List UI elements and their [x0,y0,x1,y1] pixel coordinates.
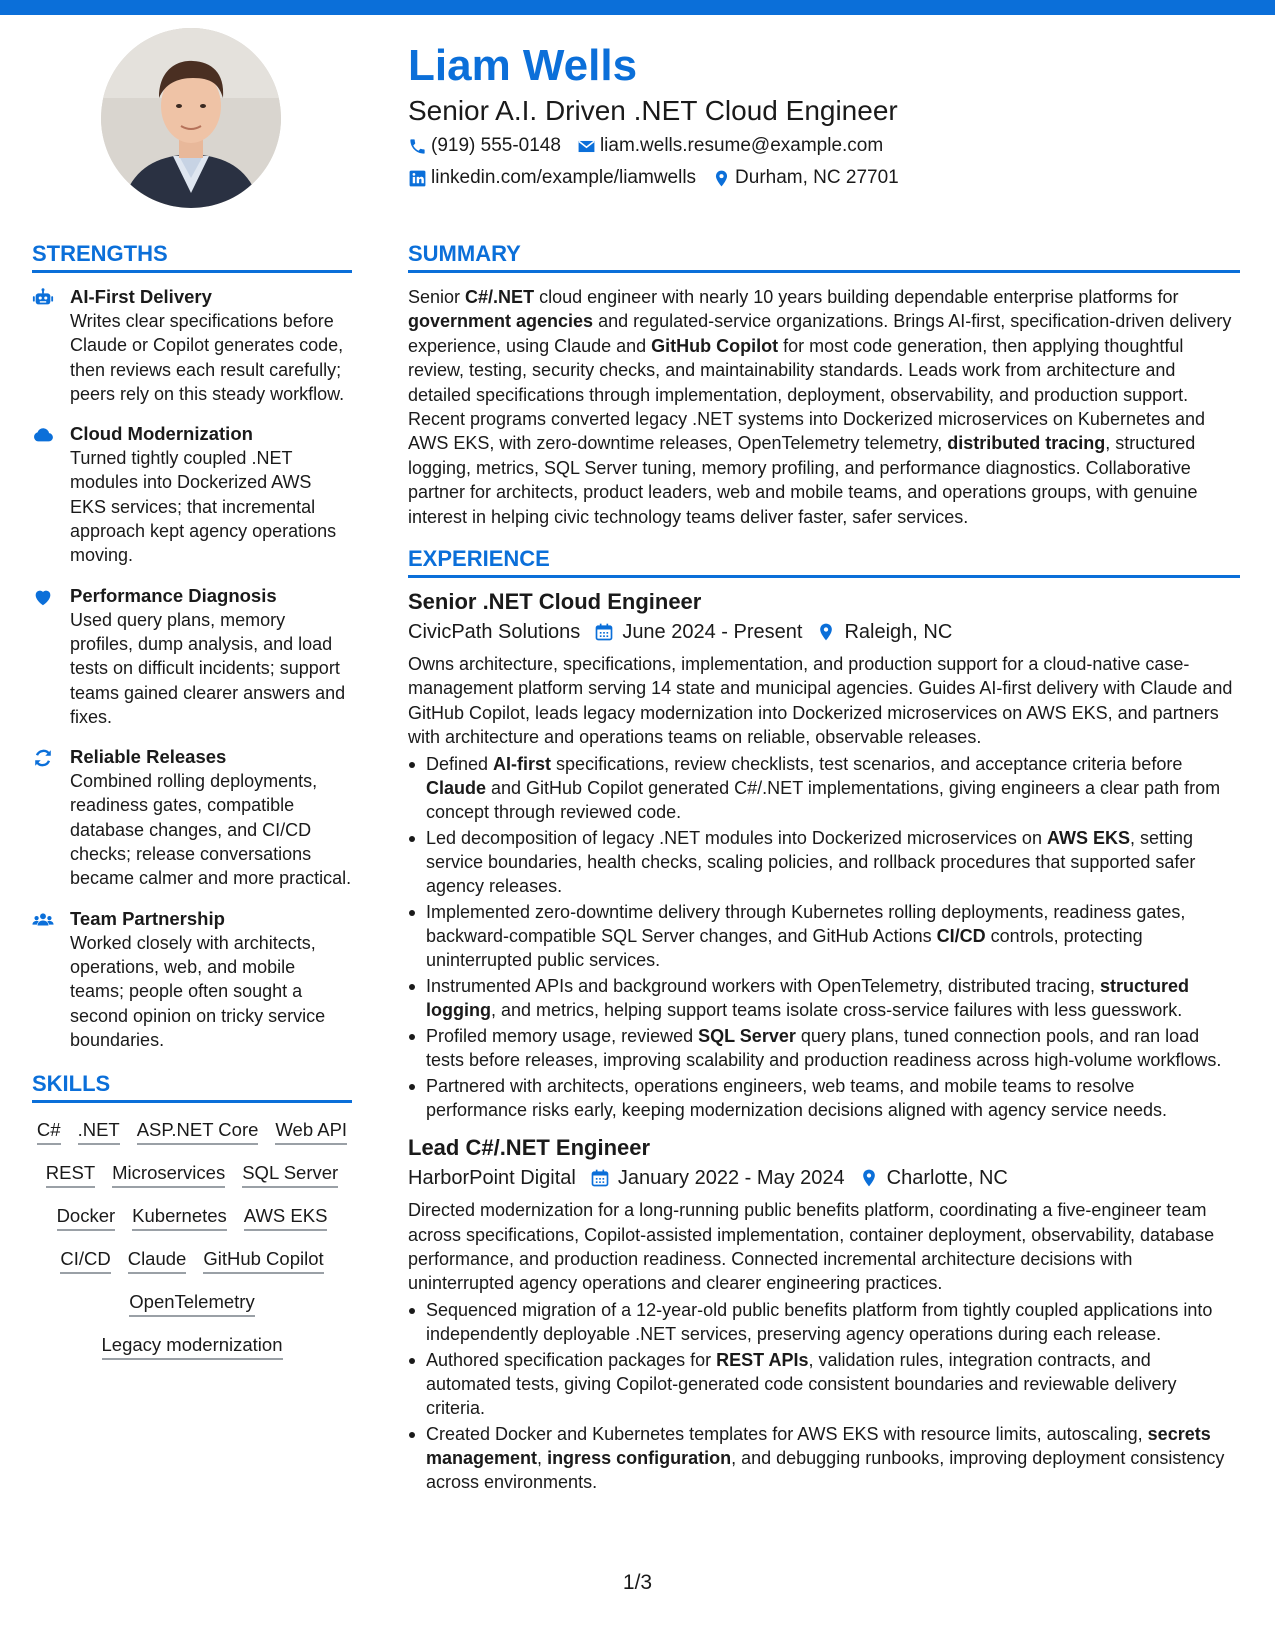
job-entry [408,588,1240,1122]
skills-list [32,1115,352,1360]
job-bullet [408,974,1240,1022]
contact-row-2 [408,166,915,190]
phone-icon [408,137,427,156]
job-bullet [408,1074,1240,1122]
text-run: , validation rules, integration contracts, and automated tests, giving Copilot-generated code consistent boundaries and reviewable delivery criteria. [426,1349,1177,1419]
sync-icon [32,747,54,769]
bold-text: REST APIs [716,1349,809,1370]
page-number: 1/3 [622,1571,653,1594]
text-run: , and debugging runbooks, improving deployment consistency across environments. [426,1448,1225,1493]
profile-photo [101,28,281,208]
job-dates-text: June 2024 - Present [622,621,803,644]
job-bullet [408,1298,1240,1346]
job-description: Directed modernization for a long-running public benefits platform, coordinating a five-engineer team across specifications, Copilot-assisted implementation, container deployment, observability, database performance, and production readiness. Connected incremental architecture decisions with uninterrupted agency operations and clearer engineering practices. [408,1200,1215,1294]
top-accent-bar [0,0,1275,15]
job-meta [408,618,1240,646]
skill-tag: Microservices [112,1160,225,1188]
text-run: Senior [408,287,466,307]
skills-heading: SKILLS [32,1070,352,1103]
skill-tag: ASP.NET Core [137,1117,259,1145]
text-run: Profiled memory usage, reviewed [426,1025,699,1046]
candidate-title: Senior A.I. Driven .NET Cloud Engineer [408,95,898,126]
summary-heading: SUMMARY [408,240,1240,273]
skill-tag: Web API [275,1117,347,1145]
strengths-heading: STRENGTHS [32,240,352,273]
map-pin-icon [712,169,731,188]
job-dates-text: January 2022 - May 2024 [617,1167,845,1190]
text-run: Led decomposition of legacy .NET modules into Dockerized microservices on [426,827,1047,848]
bold-text: CI/CD [936,926,986,947]
text-run: Authored specification packages for [426,1349,717,1370]
bold-text: Claude [426,777,487,798]
job-location-text: Charlotte, NC [886,1167,1008,1190]
heart-icon [32,586,54,608]
summary-text [408,285,1240,529]
job-bullet [408,752,1240,825]
right-column [408,240,1240,1508]
contact-email[interactable] [577,134,883,158]
text-run: Created Docker and Kubernetes templates for AWS EKS with resource limits, autoscaling, [426,1423,1148,1444]
skill-tag: OpenTelemetry [129,1289,254,1317]
skill-tag: C# [37,1117,61,1145]
text-run: specifications, review checklists, test scenarios, and acceptance criteria before [551,753,1183,774]
text-run: cloud engineer with nearly 10 years building dependable enterprise platforms for [534,287,1179,307]
experience-list [408,588,1240,1494]
contact-linkedin[interactable] [408,166,696,190]
calendar-icon [594,622,614,642]
strength-desc: Combined rolling deployments, readiness gates, compatible database changes, and CI/CD checks; release conversations became calmer and more practical. [70,771,352,889]
job-company: CivicPath Solutions [408,621,581,644]
strength-name: Cloud Modernization [70,423,253,445]
map-pin-icon [816,622,836,642]
skill-tag: AWS EKS [244,1203,328,1231]
users-icon [32,909,54,931]
bold-text: secrets management [426,1423,1211,1469]
robot-icon [32,287,54,309]
text-run: , [537,1448,548,1469]
skill-tag: Claude [128,1246,187,1274]
calendar-icon [590,1168,610,1188]
linkedin-text: linkedin.com/example/liamwells [431,167,697,188]
strength-name: Reliable Releases [70,746,227,768]
job-bullet [408,900,1240,973]
job-title: Lead C#/.NET Engineer [408,1135,651,1161]
bold-text: SQL Server [698,1025,796,1046]
map-pin-icon [859,1168,879,1188]
strength-name: AI-First Delivery [70,286,212,307]
text-run: controls, protecting uninterrupted public services. [426,926,1143,971]
strength-item [32,745,352,890]
skill-tag: .NET [78,1117,120,1145]
contact-row-1 [408,134,899,158]
location-text: Durham, NC 27701 [735,167,899,188]
text-run: query plans, tuned connection pools, and ran load tests before releases, improving scalability and production readiness across high-volume workflows. [426,1025,1222,1071]
job-location [816,618,952,646]
text-run: Partnered with architects, operations engineers, web teams, and mobile teams to resolve performance risks early, keeping modernization decisions aligned with agency service needs. [426,1075,1168,1121]
bold-text: C#/.NET [465,287,535,307]
job-bullet [408,1348,1240,1421]
job-location [859,1164,1008,1192]
text-run: Instrumented APIs and background workers with OpenTelemetry, distributed tracing, [426,976,1100,997]
email-text: liam.wells.resume@example.com [599,135,884,156]
text-run: , and metrics, helping support teams isolate cross-service failures with less guesswork. [490,1000,1183,1021]
email-icon [577,137,596,156]
skill-tag: REST [46,1160,95,1188]
contact-location [712,166,899,190]
strength-desc: Turned tightly coupled .NET modules into Dockerized AWS EKS services; that incremental approach kept agency operations moving. [70,448,337,566]
job-bullet [408,1024,1240,1072]
skill-tag: Legacy modernization [102,1332,283,1360]
job-bullets [408,1298,1240,1495]
text-run: , setting service boundaries, health checks, scaling policies, and rollback procedures that supported safer agency releases. [426,827,1196,897]
bold-text: ingress configuration [547,1448,732,1469]
strength-desc: Worked closely with architects, operations, web, and mobile teams; people often sought a second opinion on tricky service boundaries. [70,932,326,1050]
skill-tag: Kubernetes [132,1203,227,1231]
skill-tag: Docker [57,1203,116,1231]
job-dates [590,1164,845,1192]
job-bullet [408,826,1240,899]
strength-desc: Writes clear specifications before Claude or Copilot generates code, then reviews each result carefully; peers rely on this steady workflow. [70,311,345,404]
contact-phone[interactable] [408,134,561,158]
strength-name: Performance Diagnosis [70,584,277,606]
phone-text: (919) 555-0148 [431,135,561,156]
text-run: , structured logging, metrics, SQL Server tuning, memory profiling, and performance diagnostics. Collaborative partner for architects, product leaders, web and mobile teams, and operations groups, with genuine interest in helping civic technology teams deliver faster, safer services. [408,433,1198,527]
strength-item [32,422,352,567]
job-meta [408,1164,1240,1192]
text-run: Defined [426,753,494,774]
job-entry [408,1134,1240,1494]
skill-tag: SQL Server [242,1160,338,1188]
bold-text: AI-first [493,753,552,774]
job-location-text: Raleigh, NC [844,621,953,644]
text-run: Sequenced migration of a 12-year-old public benefits platform from tightly coupled applications into independently deployable .NET services, preserving agency operations during each release. [426,1299,1213,1345]
job-title: Senior .NET Cloud Engineer [408,589,702,615]
bold-text: distributed tracing [947,433,1106,454]
job-dates [594,618,802,646]
text-run: for most code generation, then applying thoughtful review, testing, security checks, and maintainability standards. Leads work from architecture and detailed specifications through implementation, deployment, observability, and production support. Recent programs converted legacy .NET systems into Dockerized microservices on Kubernetes and AWS EKS, with zero-downtime releases, OpenTelemetry telemetry, [408,335,1206,454]
skill-tag: GitHub Copilot [203,1246,323,1274]
strength-item [32,907,352,1052]
strength-name: Team Partnership [70,907,225,929]
text-run: and GitHub Copilot generated C#/.NET implementations, giving engineers a clear path from concept through reviewed code. [426,777,1221,823]
experience-heading: EXPERIENCE [408,545,1240,578]
profile-photo-image [101,28,281,208]
strength-item [32,584,352,729]
cloud-icon [32,424,54,446]
bold-text: government agencies [408,311,594,332]
text-run: and regulated-service organizations. Brings AI-first, specification-driven delivery experience, using Claude and [408,311,1232,356]
left-column [32,240,352,1360]
strength-item [32,285,352,406]
job-bullet [408,1422,1240,1495]
candidate-name: Liam Wells [408,41,638,90]
job-company: HarborPoint Digital [408,1167,576,1190]
bold-text: structured logging [426,976,1190,1021]
job-description: Owns architecture, specifications, implementation, and production support for a cloud-native case-management platform serving 14 state and municipal agencies. Guides AI-first delivery with Claude and GitHub Copilot, leads legacy modernization into Dockerized microservices on AWS EKS, and partners with architecture and operations teams on reliable, observable releases. [408,654,1233,748]
strength-desc: Used query plans, memory profiles, dump analysis, and load tests on difficult incidents; support teams gained clearer answers and fixes. [70,609,346,727]
bold-text: AWS EKS [1046,827,1130,848]
text-run: Implemented zero-downtime delivery through Kubernetes rolling deployments, readiness gates, backward-compatible SQL Server changes, and GitHub Actions [426,901,1186,947]
bold-text: GitHub Copilot [651,335,779,356]
skill-tag: CI/CD [60,1246,110,1274]
job-bullets [408,752,1240,1123]
linkedin-icon [408,169,427,188]
